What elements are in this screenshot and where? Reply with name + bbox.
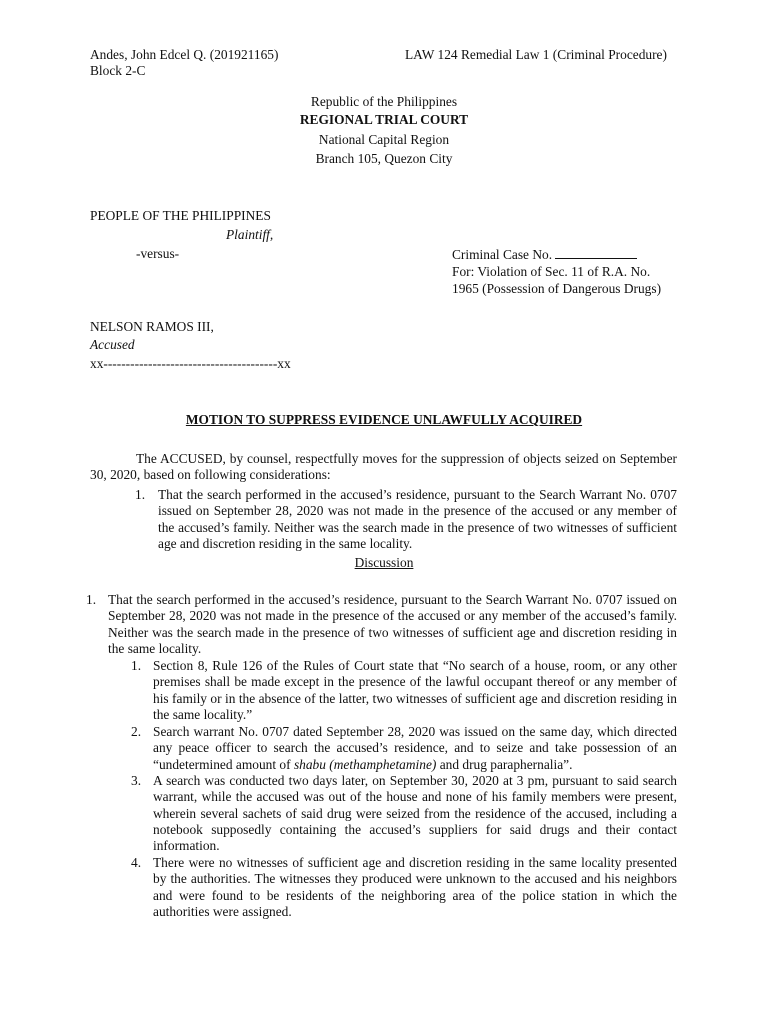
motion-title: MOTION TO SUPPRESS EVIDENCE UNLAWFULLY ACQUIRED xyxy=(185,412,583,427)
sub-item-text: Section 8, Rule 126 of the Rules of Court state that “No search of a house, room, or any other premises shall be made except in the presence of the lawful occupant thereof or any member of his family or in the absence of the latter, two witnesses of sufficient age and discretion residing in the same locality.” xyxy=(153,658,677,722)
sub-item-number: 1. xyxy=(131,658,142,673)
sub-item-number: 4. xyxy=(131,855,142,870)
drug-name: shabu (methamphetamine) xyxy=(293,756,437,772)
consideration-text: That the search performed in the accused’s residence, pursuant to the Search Warrant No. 0707 issued on September 28, 2020 was not made in the presence of the accused or any member of the accused’s family. Neither was the search made in the presence of two witnesses of sufficient age and discretion residing in the same locality. xyxy=(158,487,677,551)
court-region: National Capital Region xyxy=(318,132,450,147)
caption-separator: xx---------------------------------------xx xyxy=(90,356,291,371)
intro-paragraph: The ACCUSED, by counsel, respectfully moves for the suppression of objects seized on September 30, 2020, based on following considerations: xyxy=(90,451,677,483)
plaintiff-name: PEOPLE OF THE PHILIPPINES xyxy=(90,208,271,223)
sub-item-text: There were no witnesses of sufficient age and discretion residing in the same locality presented by the authorities. The witnesses they produced were unknown to the accused and his neighbors and were found to be residents of the neighboring area of the police station in which the authorities were assigned. xyxy=(153,855,677,919)
case-number-blank xyxy=(555,246,637,259)
sub-item-number: 3. xyxy=(131,773,142,788)
plaintiff-role: Plaintiff, xyxy=(226,227,274,242)
discussion-number: 1. xyxy=(86,592,97,607)
sub-item-text xyxy=(153,724,677,773)
court-branch: Branch 105, Quezon City xyxy=(315,151,453,166)
course-label: LAW 124 Remedial Law 1 (Criminal Procedure) xyxy=(405,47,667,62)
case-for-line-1: For: Violation of Sec. 11 of R.A. No. xyxy=(452,264,651,279)
versus-label: -versus- xyxy=(136,246,180,261)
accused-name: NELSON RAMOS III, xyxy=(90,319,214,334)
block-label: Block 2-C xyxy=(90,63,146,78)
case-number-label: Criminal Case No. xyxy=(452,247,553,262)
consideration-number: 1. xyxy=(135,487,146,502)
case-for-line-2: 1965 (Possession of Dangerous Drugs) xyxy=(452,281,662,296)
sub-item-text-a: Search warrant No. 0707 dated September 28, 2020 was issued on the same day, which directed any peace officer to search the accused’s residence, and to seize and take possession of an “undetermined amount of xyxy=(153,724,677,772)
student-name: Andes, John Edcel Q. (201921165) xyxy=(90,47,279,62)
sub-item-text-b: and drug paraphernalia”. xyxy=(436,756,573,772)
court-name: REGIONAL TRIAL COURT xyxy=(299,112,469,127)
accused-role: Accused xyxy=(90,337,135,352)
case-number xyxy=(452,246,637,263)
sub-item-text: A search was conducted two days later, on September 30, 2020 at 3 pm, pursuant to said search warrant, while the accused was out of the house and none of his family members were present, wherein several sachets of said drug were seized from the residence of the accused, including a notebook supposedly containing the accused’s suppliers for said drugs and their contact information. xyxy=(153,773,677,854)
republic-line: Republic of the Philippines xyxy=(310,94,458,109)
discussion-heading: Discussion xyxy=(354,555,414,570)
sub-item-number: 2. xyxy=(131,724,142,739)
discussion-text: That the search performed in the accused’s residence, pursuant to the Search Warrant No. 0707 issued on September 28, 2020 was not made in the presence of the accused or any member of the accused’s family. Neither was the search made in the presence of two witnesses of sufficient age and discretion residing in the same locality. xyxy=(108,592,677,656)
